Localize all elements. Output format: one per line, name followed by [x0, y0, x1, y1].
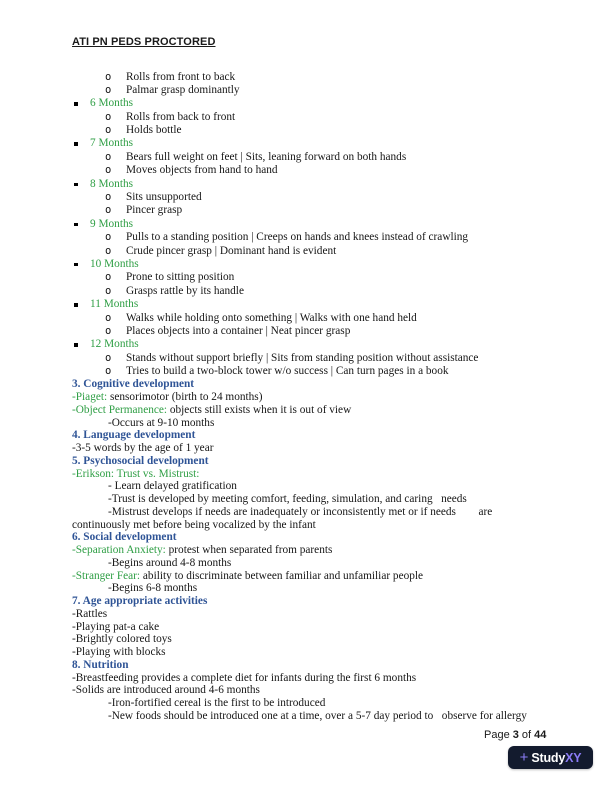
- text-line: [0, 231, 612, 244]
- text-line: [0, 164, 612, 177]
- text-segment: 12 Months: [90, 338, 139, 351]
- text-segment: Grasps rattle by its handle: [126, 284, 244, 297]
- text-line: [0, 519, 612, 532]
- text-line: [0, 684, 612, 697]
- text-segment: - Learn delayed gratification: [108, 480, 237, 493]
- text-line: [0, 595, 612, 608]
- text-line: [0, 557, 612, 570]
- text-segment: -Object Permanence:: [72, 403, 168, 416]
- text-segment: -Separation Anxiety:: [72, 544, 166, 557]
- text-line: [0, 312, 612, 325]
- circle-bullet-icon: o: [105, 70, 112, 83]
- text-segment: 7. Age appropriate activities: [72, 595, 208, 608]
- text-segment: continuously met before being vocalized by the infant: [72, 518, 316, 531]
- text-segment: 11 Months: [90, 298, 139, 311]
- text-line: [0, 646, 612, 659]
- circle-bullet-icon: o: [105, 231, 112, 244]
- text-segment: Rolls from front to back: [126, 70, 236, 83]
- text-line: [0, 151, 612, 164]
- text-segment: -Iron-fortified cereal is the first to be introduced: [108, 697, 326, 710]
- text-line: [0, 582, 612, 595]
- circle-bullet-icon: o: [105, 110, 112, 123]
- text-line: [0, 338, 612, 351]
- text-line: [0, 531, 612, 544]
- text-line: [0, 218, 612, 231]
- text-line: [0, 71, 612, 84]
- text-segment: Holds bottle: [126, 124, 182, 137]
- text-line: [0, 245, 612, 258]
- page-number-indicator: [484, 729, 546, 741]
- text-segment: Pulls to a standing position | Creeps on hands and knees instead of crawling: [126, 231, 469, 244]
- text-segment: Walks while holding onto something | Walks with one hand held: [126, 311, 417, 324]
- text-segment: 4. Language development: [72, 429, 196, 442]
- text-segment: sensorimotor (birth to 24 months): [107, 391, 263, 404]
- circle-bullet-icon: o: [105, 284, 112, 297]
- text-segment: Pincer grasp: [126, 204, 183, 217]
- text-segment: 6 Months: [90, 97, 133, 110]
- text-segment: Tries to build a two-block tower w/o success | Can turn pages in a book: [126, 365, 449, 378]
- text-segment: Places objects into a container | Neat pincer grasp: [126, 324, 351, 337]
- page-total: 44: [534, 729, 547, 741]
- circle-bullet-icon: o: [105, 311, 112, 324]
- circle-bullet-icon: o: [105, 271, 112, 284]
- text-line: [0, 391, 612, 404]
- text-line: [0, 633, 612, 646]
- text-segment: -Begins around 4-8 months: [108, 556, 232, 569]
- text-line: [0, 621, 612, 634]
- page-number: 3: [512, 729, 519, 741]
- circle-bullet-icon: o: [105, 164, 112, 177]
- text-segment: -Stranger Fear:: [72, 569, 141, 582]
- text-line: [0, 608, 612, 621]
- text-line: [0, 111, 612, 124]
- text-line: [0, 84, 612, 97]
- text-segment: Crude pincer grasp | Dominant hand is evident: [126, 244, 337, 257]
- text-segment: -Playing with blocks: [72, 646, 166, 659]
- text-segment: -Rattles: [72, 607, 108, 620]
- plus-icon: +: [519, 748, 529, 766]
- text-segment: Bears full weight on feet | Sits, leaning forward on both hands: [126, 150, 407, 163]
- square-bullet-icon: [74, 263, 78, 267]
- document-body-lines: [0, 71, 612, 723]
- text-segment: -Breastfeeding provides a complete diet for infants during the first 6 months: [72, 671, 417, 684]
- logo-text-secondary: XY: [565, 750, 582, 765]
- text-line: [0, 544, 612, 557]
- text-line: [0, 204, 612, 217]
- text-segment: -Brightly colored toys: [72, 633, 172, 646]
- square-bullet-icon: [74, 303, 78, 307]
- square-bullet-icon: [74, 183, 78, 187]
- text-line: [0, 378, 612, 391]
- text-segment: Sits unsupported: [126, 191, 202, 204]
- circle-bullet-icon: o: [105, 83, 112, 96]
- circle-bullet-icon: o: [105, 351, 112, 364]
- circle-bullet-icon: o: [105, 204, 112, 217]
- square-bullet-icon: [74, 343, 78, 347]
- text-line: [0, 659, 612, 672]
- text-line: [0, 137, 612, 150]
- text-line: [0, 672, 612, 685]
- text-segment: 8. Nutrition: [72, 658, 129, 671]
- of-label: of: [518, 729, 535, 741]
- logo-text-primary: Study: [531, 750, 566, 765]
- text-line: [0, 325, 612, 338]
- text-segment: -Playing pat-a cake: [72, 620, 160, 633]
- text-line: [0, 710, 612, 723]
- text-segment: 7 Months: [90, 137, 133, 150]
- text-line: [0, 404, 612, 417]
- circle-bullet-icon: o: [105, 324, 112, 337]
- text-line: [0, 178, 612, 191]
- text-segment: -Solids are introduced around 4-6 months: [72, 684, 260, 697]
- circle-bullet-icon: o: [105, 124, 112, 137]
- studyxy-logo: [508, 746, 593, 769]
- text-line: [0, 493, 612, 506]
- text-segment: Rolls from back to front: [126, 110, 236, 123]
- text-line: [0, 506, 612, 519]
- page-label: Page: [484, 729, 513, 741]
- square-bullet-icon: [74, 142, 78, 146]
- text-line: [0, 271, 612, 284]
- text-segment: -Piaget:: [72, 391, 108, 404]
- text-segment: ability to discriminate between familiar and unfamiliar people: [140, 569, 424, 582]
- text-line: [0, 468, 612, 481]
- text-line: [0, 429, 612, 442]
- text-segment: -3-5 words by the age of 1 year: [72, 442, 214, 455]
- text-segment: -New foods should be introduced one at a time, over a 5-7 day period to observe for allergy: [108, 709, 527, 722]
- text-segment: Prone to sitting position: [126, 271, 235, 284]
- circle-bullet-icon: o: [105, 365, 112, 378]
- text-segment: 6. Social development: [72, 531, 177, 544]
- circle-bullet-icon: o: [105, 150, 112, 163]
- text-line: [0, 285, 612, 298]
- text-line: [0, 442, 612, 455]
- circle-bullet-icon: o: [105, 244, 112, 257]
- text-segment: -Begins 6-8 months: [108, 582, 198, 595]
- text-line: [0, 365, 612, 378]
- text-segment: protest when separated from parents: [165, 544, 333, 557]
- logo-wordmark: [531, 751, 581, 765]
- circle-bullet-icon: o: [105, 191, 112, 204]
- text-segment: -Erikson: Trust vs. Mistrust:: [72, 467, 200, 480]
- text-segment: -Occurs at 9-10 months: [108, 416, 215, 429]
- text-segment: 5. Psychosocial development: [72, 454, 209, 467]
- text-segment: 3. Cognitive development: [72, 378, 195, 391]
- square-bullet-icon: [74, 223, 78, 227]
- text-line: [0, 258, 612, 271]
- text-line: [0, 191, 612, 204]
- text-line: [0, 480, 612, 493]
- text-segment: objects still exists when it is out of view: [167, 403, 352, 416]
- text-line: [0, 352, 612, 365]
- text-line: [0, 124, 612, 137]
- text-segment: Palmar grasp dominantly: [126, 83, 240, 96]
- text-line: [0, 697, 612, 710]
- square-bullet-icon: [74, 102, 78, 106]
- text-line: [0, 417, 612, 430]
- text-segment: 9 Months: [90, 217, 133, 230]
- text-segment: 8 Months: [90, 177, 133, 190]
- text-segment: -Mistrust develops if needs are inadequately or inconsistently met or if needs are: [108, 505, 493, 518]
- page-title: ATI PN PEDS PROCTORED: [72, 36, 216, 48]
- text-segment: -Trust is developed by meeting comfort, feeding, simulation, and caring needs: [108, 493, 467, 506]
- text-line: [0, 455, 612, 468]
- text-segment: 10 Months: [90, 257, 139, 270]
- text-segment: Moves objects from hand to hand: [126, 164, 278, 177]
- text-line: [0, 97, 612, 110]
- text-line: [0, 570, 612, 583]
- text-segment: Stands without support briefly | Sits from standing position without assistance: [126, 351, 479, 364]
- text-line: [0, 298, 612, 311]
